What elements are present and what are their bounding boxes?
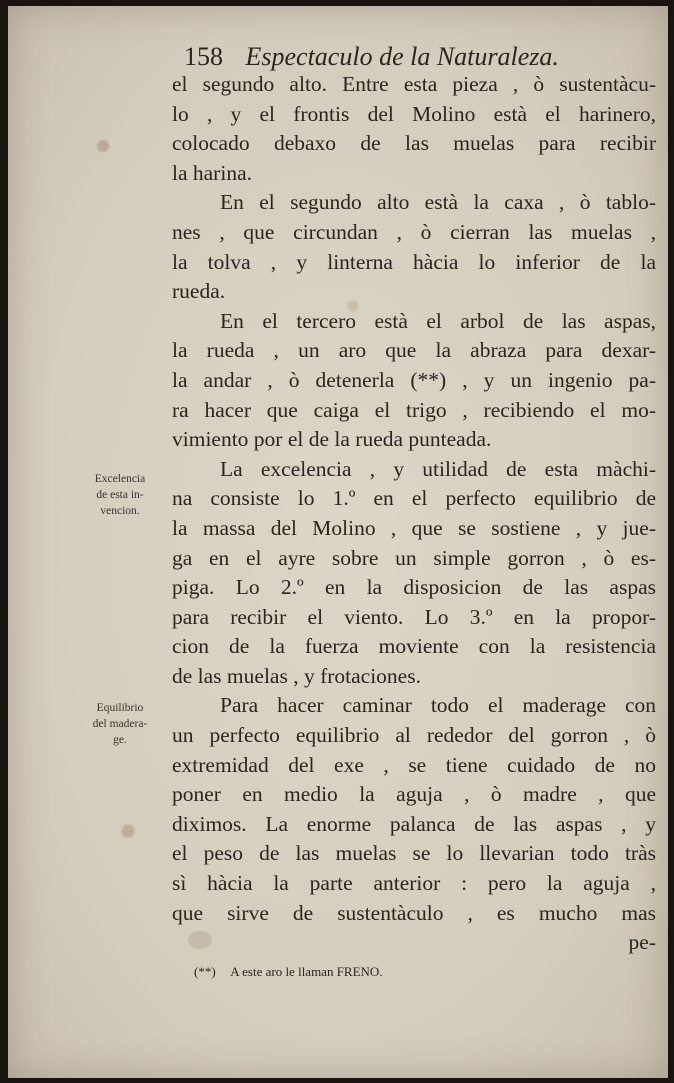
text-line: que sirve de sustentàculo , es mucho mas: [172, 900, 656, 925]
text-line: piga. Lo 2.º en la disposicion de las aspas: [172, 575, 656, 600]
text-line: nes , que circundan , ò cierran las muelas ,: [172, 219, 656, 244]
margin-note-line: ge.: [113, 734, 127, 746]
body-text: [172, 70, 656, 958]
text-line: la rueda , un aro que la abraza para dexar-: [172, 338, 656, 363]
text-line: extremidad del exe , se tiene cuidado de no: [172, 752, 656, 777]
text-line: cion de la fuerza moviente con la resistencia: [172, 634, 656, 659]
text-line: rueda.: [172, 279, 226, 304]
text-line: La excelencia , y utilidad de esta màchi-: [220, 456, 656, 481]
page-header: [184, 42, 559, 72]
footnote-text: A este aro le llaman FRENO.: [230, 964, 383, 979]
catchword: pe-: [628, 930, 656, 955]
text-line: vimiento por el de la rueda punteada.: [172, 427, 492, 452]
margin-note-line: Equilibrio: [96, 702, 144, 714]
text-line: sì hàcia la parte anterior : pero la aguja ,: [172, 871, 656, 896]
margin-note-line: vencion.: [100, 505, 140, 517]
margin-note-line: del madera-: [92, 718, 148, 730]
text-line: de las muelas , y frotaciones.: [172, 663, 421, 688]
text-line: el peso de las muelas se lo llevarian todo tràs: [172, 841, 656, 866]
text-line: la harina.: [172, 160, 252, 185]
text-line: poner en medio la aguja , ò madre , que: [172, 782, 656, 807]
footnote: [194, 964, 383, 980]
page-number: 158: [184, 42, 223, 71]
footnote-mark: (**): [194, 964, 216, 979]
text-line: colocado debaxo de las muelas para recibir: [172, 131, 656, 156]
text-line: la massa del Molino , que se sostiene , y jue-: [172, 515, 656, 540]
margin-note-excelencia: [80, 471, 160, 519]
text-line: un perfecto equilibrio al rededor del gorron , ò: [172, 723, 656, 748]
text-line: ga en el ayre sobre un simple gorron , ò es-: [172, 545, 656, 570]
text-line: En el tercero està el arbol de las aspas,: [220, 308, 656, 333]
margin-note-line: Excelencia: [94, 473, 146, 485]
margin-note-equilibrio: [80, 700, 160, 748]
text-line: para recibir el viento. Lo 3.º en la propor-: [172, 604, 656, 629]
text-line: na consiste lo 1.º en el perfecto equilibrio de: [172, 486, 656, 511]
text-line: diximos. La enorme palanca de las aspas , y: [172, 811, 656, 836]
text-line: lo , y el frontis del Molino està el harinero,: [172, 101, 656, 126]
running-title: Espectaculo de la Naturaleza.: [245, 42, 559, 71]
text-line: la tolva , y linterna hàcia lo inferior de la: [172, 249, 656, 274]
text-line: En el segundo alto està la caxa , ò tablo-: [220, 190, 656, 215]
book-page: [8, 6, 668, 1078]
text-line: ra hacer que caiga el trigo , recibiendo el mo-: [172, 397, 656, 422]
text-line: el segundo alto. Entre esta pieza , ò sustentàcu-: [172, 72, 656, 96]
margin-note-line: de esta in-: [96, 489, 144, 501]
paper-stain: [188, 931, 212, 949]
text-line: Para hacer caminar todo el maderage con: [220, 693, 656, 718]
text-line: la andar , ò detenerla (**) , y un ingenio pa-: [172, 367, 656, 392]
